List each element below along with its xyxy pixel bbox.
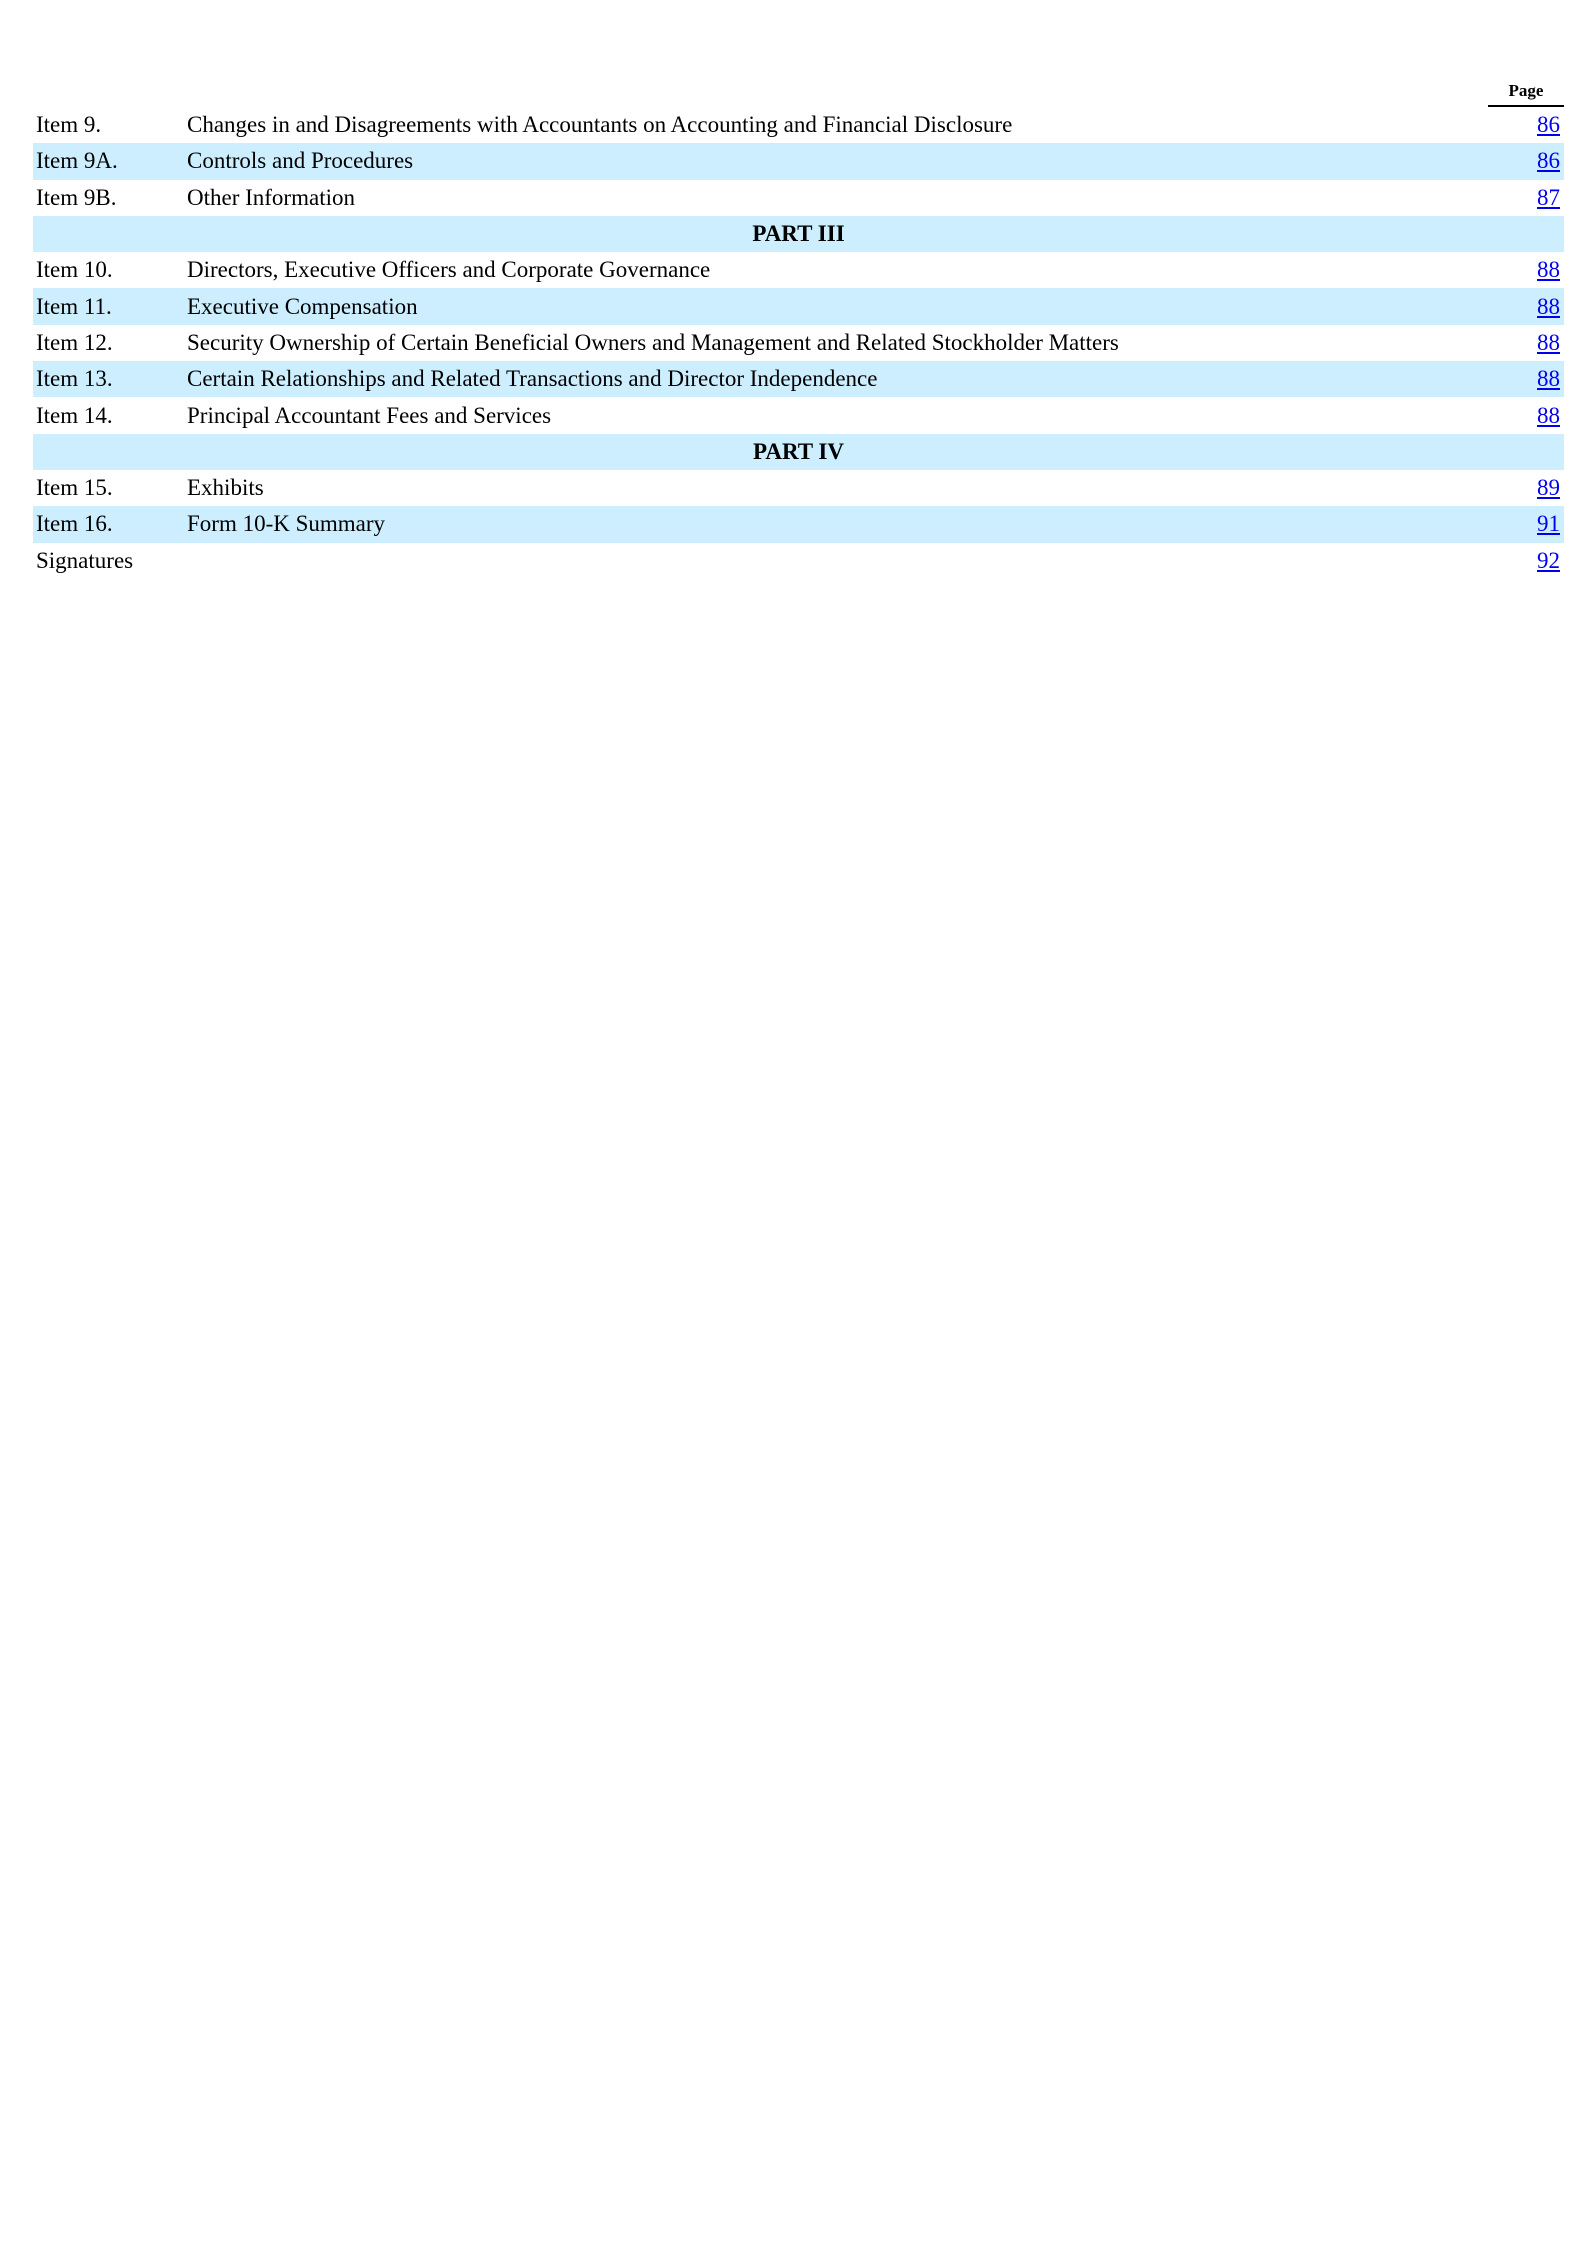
toc-row-item-14 — [33, 397, 1564, 433]
item-title: Principal Accountant Fees and Services — [187, 402, 552, 428]
page-link[interactable]: 92 — [1537, 547, 1560, 573]
toc-row-item-15 — [33, 470, 1564, 506]
item-title: Exhibits — [187, 475, 264, 501]
item-title: Form 10-K Summary — [187, 511, 386, 537]
page-column-header — [33, 80, 1564, 107]
page-link[interactable]: 88 — [1537, 257, 1560, 283]
page-link[interactable]: 88 — [1537, 402, 1560, 428]
item-number: Item 9. — [36, 112, 102, 138]
page-header-label: Page — [1488, 80, 1564, 107]
item-number: Item 9B. — [36, 184, 117, 210]
page-link[interactable]: 87 — [1537, 184, 1560, 210]
item-title: Certain Relationships and Related Transactions and Director Independence — [187, 366, 878, 392]
toc-row-item-11 — [33, 288, 1564, 324]
toc-row-item-9b — [33, 180, 1564, 216]
part-heading-iv: PART IV — [33, 434, 1564, 470]
item-number: Item 14. — [36, 402, 113, 428]
page-link[interactable]: 86 — [1537, 148, 1560, 174]
page-link[interactable]: 86 — [1537, 112, 1560, 138]
item-title: Controls and Procedures — [187, 148, 414, 174]
page-link[interactable]: 88 — [1537, 329, 1560, 355]
item-number: Item 13. — [36, 366, 113, 392]
item-title: Security Ownership of Certain Beneficial Owners and Management and Related Stockholder Matters — [187, 329, 1119, 355]
toc-row-item-9 — [33, 107, 1564, 143]
table-of-contents — [33, 80, 1564, 579]
toc-row-item-13 — [33, 361, 1564, 397]
item-title: Changes in and Disagreements with Accountants on Accounting and Financial Disclosure — [187, 112, 1013, 138]
page-link[interactable]: 88 — [1537, 293, 1560, 319]
item-title: Directors, Executive Officers and Corporate Governance — [187, 257, 711, 283]
toc-row-item-9a — [33, 143, 1564, 179]
item-number: Item 12. — [36, 329, 113, 355]
toc-row-item-10 — [33, 252, 1564, 288]
toc-row-signatures — [33, 543, 1564, 579]
toc-row-item-12 — [33, 325, 1564, 361]
item-number: Item 16. — [36, 511, 113, 537]
toc-row-item-16 — [33, 506, 1564, 542]
item-number: Item 11. — [36, 293, 112, 319]
item-title: Other Information — [187, 184, 355, 210]
page-link[interactable]: 91 — [1537, 511, 1560, 537]
page-link[interactable]: 88 — [1537, 366, 1560, 392]
item-title: Executive Compensation — [187, 293, 418, 319]
item-number: Item 15. — [36, 475, 113, 501]
part-heading-iii: PART III — [33, 216, 1564, 252]
item-number: Item 9A. — [36, 148, 118, 174]
page-link[interactable]: 89 — [1537, 475, 1560, 501]
item-number: Item 10. — [36, 257, 113, 283]
item-number: Signatures — [36, 547, 134, 573]
